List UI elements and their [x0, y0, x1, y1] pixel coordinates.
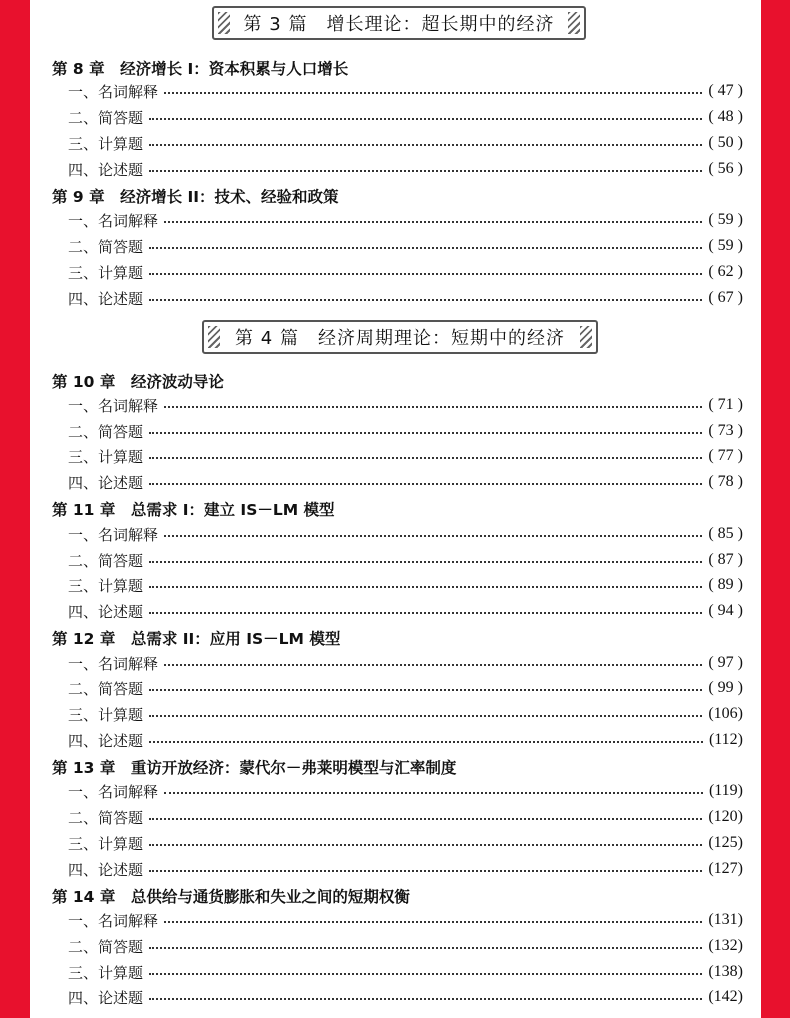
entry-label: 三、计算题: [68, 447, 144, 466]
chapter-title: 第 9 章 经济增长 II：技术、经验和政策: [52, 188, 339, 206]
entry-label: 四、论述题: [68, 602, 144, 621]
entry-page-number: ( 71 ): [708, 396, 743, 413]
entry-label: 四、论述题: [68, 289, 144, 308]
toc-entry[interactable]: [68, 779, 743, 803]
dot-leader: [149, 844, 702, 846]
chapter-title: 第 10 章 经济波动导论: [52, 373, 224, 391]
part-title: 第 3 篇 增长理论：超长期中的经济: [243, 14, 555, 35]
chapter-title: 第 12 章 总需求 II：应用 IS－LM 模型: [52, 630, 341, 648]
dot-leader: [149, 144, 702, 146]
entry-page-number: ( 87 ): [708, 551, 743, 568]
toc-entry[interactable]: [68, 573, 743, 597]
dot-leader: [164, 664, 702, 666]
entry-label: 一、名词解释: [68, 654, 159, 673]
entry-label: 一、名词解释: [68, 911, 159, 930]
dot-leader: [149, 998, 702, 1000]
toc-entry[interactable]: [68, 599, 743, 623]
toc-entry[interactable]: [68, 676, 743, 700]
dot-leader: [149, 118, 702, 120]
entry-page-number: (131): [708, 911, 743, 928]
toc-entry[interactable]: [68, 908, 743, 932]
entry-page-number: ( 99 ): [708, 679, 743, 696]
entry-label: 二、简答题: [68, 551, 144, 570]
toc-entry[interactable]: [68, 234, 743, 258]
entry-page-number: ( 78 ): [708, 473, 743, 490]
dot-leader: [149, 299, 702, 301]
entry-label: 二、简答题: [68, 422, 144, 441]
dot-leader: [149, 457, 702, 459]
entry-label: 四、论述题: [68, 473, 144, 492]
toc-entry[interactable]: [68, 79, 743, 103]
toc-entry[interactable]: [68, 157, 743, 181]
entry-page-number: (138): [708, 963, 743, 980]
entry-label: 四、论述题: [68, 988, 144, 1007]
toc-entry[interactable]: [68, 444, 743, 468]
entry-label: 二、简答题: [68, 808, 144, 827]
dot-leader: [149, 483, 702, 485]
toc-entry[interactable]: [68, 651, 743, 675]
entry-label: 一、名词解释: [68, 396, 159, 415]
toc-page: [30, 0, 761, 1018]
toc-entry[interactable]: [68, 831, 743, 855]
entry-page-number: ( 59 ): [708, 211, 743, 228]
entry-label: 四、论述题: [68, 731, 144, 750]
entry-page-number: ( 77 ): [708, 447, 743, 464]
dot-leader: [149, 586, 702, 588]
dot-leader: [149, 689, 702, 691]
entry-label: 一、名词解释: [68, 525, 159, 544]
entry-page-number: (127): [708, 860, 743, 877]
entry-page-number: ( 73 ): [708, 422, 743, 439]
toc-entry[interactable]: [68, 960, 743, 984]
dot-leader: [149, 973, 702, 975]
dot-leader: [149, 612, 702, 614]
toc-entry[interactable]: [68, 985, 743, 1009]
entry-label: 二、简答题: [68, 237, 144, 256]
dot-leader: [149, 432, 702, 434]
toc-entry[interactable]: [68, 805, 743, 829]
toc-entry[interactable]: [68, 934, 743, 958]
entry-label: 一、名词解释: [68, 211, 159, 230]
entry-label: 三、计算题: [68, 263, 144, 282]
entry-page-number: (120): [708, 808, 743, 825]
toc-entry[interactable]: [68, 105, 743, 129]
dot-leader: [164, 535, 702, 537]
dot-leader: [149, 715, 702, 717]
entry-label: 二、简答题: [68, 937, 144, 956]
chapter-title: 第 14 章 总供给与通货膨胀和失业之间的短期权衡: [52, 888, 410, 906]
entry-label: 三、计算题: [68, 576, 144, 595]
entry-page-number: ( 59 ): [708, 237, 743, 254]
entry-page-number: (106): [708, 705, 743, 722]
toc-entry[interactable]: [68, 393, 743, 417]
entry-page-number: ( 56 ): [708, 160, 743, 177]
entry-page-number: ( 47 ): [708, 82, 743, 99]
entry-page-number: (112): [708, 731, 743, 748]
entry-page-number: ( 94 ): [708, 602, 743, 619]
entry-page-number: ( 97 ): [708, 654, 743, 671]
toc-entry[interactable]: [68, 702, 743, 726]
part-banner: [202, 320, 598, 354]
entry-page-number: ( 67 ): [708, 289, 743, 306]
dot-leader: [149, 273, 702, 275]
entry-page-number: (125): [708, 834, 743, 851]
entry-label: 一、名词解释: [68, 82, 159, 101]
toc-entry[interactable]: [68, 470, 743, 494]
entry-page-number: ( 89 ): [708, 576, 743, 593]
entry-label: 三、计算题: [68, 705, 144, 724]
dot-leader: [164, 221, 702, 223]
dot-leader: [149, 818, 702, 820]
entry-page-number: ( 85 ): [708, 525, 743, 542]
entry-label: 三、计算题: [68, 963, 144, 982]
toc-entry[interactable]: [68, 419, 743, 443]
part-title: 第 4 篇 经济周期理论：短期中的经济: [235, 328, 565, 349]
entry-label: 二、简答题: [68, 108, 144, 127]
dot-leader: [164, 406, 702, 408]
entry-page-number: (132): [708, 937, 743, 954]
entry-page-number: (119): [708, 782, 743, 799]
toc-entry[interactable]: [68, 522, 743, 546]
chapter-title: 第 13 章 重访开放经济：蒙代尔－弗莱明模型与汇率制度: [52, 759, 457, 777]
entry-label: 四、论述题: [68, 860, 144, 879]
entry-page-number: (142): [708, 988, 743, 1005]
toc-entry[interactable]: [68, 208, 743, 232]
toc-entry[interactable]: [68, 857, 743, 881]
toc-entry[interactable]: [68, 131, 743, 155]
entry-label: 四、论述题: [68, 160, 144, 179]
part-banner: [212, 6, 586, 40]
dot-leader: [164, 792, 703, 794]
entry-label: 二、简答题: [68, 679, 144, 698]
dot-leader: [149, 561, 702, 563]
dot-leader: [149, 870, 702, 872]
entry-label: 一、名词解释: [68, 782, 159, 801]
dot-leader: [164, 921, 702, 923]
dot-leader: [149, 741, 703, 743]
entry-page-number: ( 50 ): [708, 134, 743, 151]
dot-leader: [149, 947, 702, 949]
entry-label: 三、计算题: [68, 134, 144, 153]
chapter-title: 第 11 章 总需求 I：建立 IS－LM 模型: [52, 501, 335, 519]
entry-label: 三、计算题: [68, 834, 144, 853]
entry-page-number: ( 62 ): [708, 263, 743, 280]
toc-entry[interactable]: [68, 286, 743, 310]
toc-entry[interactable]: [68, 728, 743, 752]
toc-entry[interactable]: [68, 260, 743, 284]
dot-leader: [164, 92, 702, 94]
dot-leader: [149, 170, 702, 172]
toc-entry[interactable]: [68, 548, 743, 572]
entry-page-number: ( 48 ): [708, 108, 743, 125]
chapter-title: 第 8 章 经济增长 I：资本积累与人口增长: [52, 60, 349, 78]
dot-leader: [149, 247, 702, 249]
